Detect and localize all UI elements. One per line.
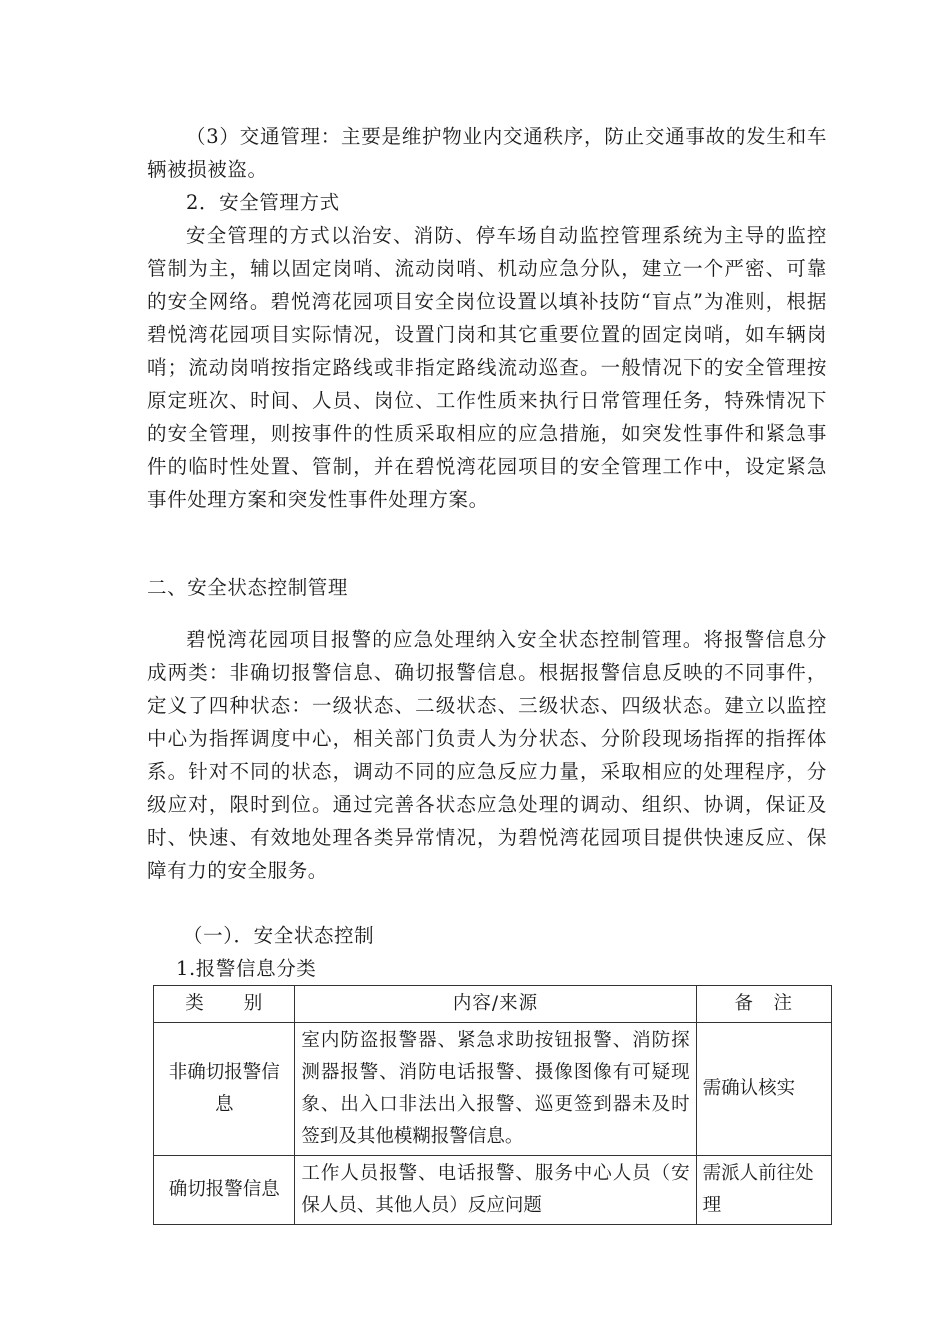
header-note: 备 注 — [696, 986, 831, 1023]
row-content: 工作人员报警、电话报警、服务中心人员（安保人员、其他人员）反应问题 — [295, 1156, 696, 1225]
table-row — [154, 1023, 832, 1156]
row-category: 非确切报警信息 — [154, 1023, 295, 1156]
header-category: 类 别 — [154, 986, 295, 1023]
table-row — [154, 1156, 832, 1225]
row-note: 需派人前往处理 — [696, 1156, 831, 1225]
table-header-row — [154, 986, 832, 1023]
section-paragraph: 碧悦湾花园项目报警的应急处理纳入安全状态控制管理。将报警信息分成两类：非确切报警信息、确切报警信息。根据报警信息反映的不同事件，定义了四种状态：一级状态、二级状态、三级状态、四级状态。建立以监控中心为指挥调度中心，相关部门负责人为分状态、分阶段现场指挥的指挥体系。针对不同的状态，调动不同的应急反应力量，采取相应的处理程序，分级应对，限时到位。通过完善各状态应急处理的调动、组织、协调，保证及时、快速、有效地处理各类异常情况，为碧悦湾花园项目提供快速反应、保障有力的安全服务。 — [147, 628, 827, 882]
section-heading: 二、安全状态控制管理 — [147, 576, 349, 599]
alarm-classification-table — [153, 985, 832, 1225]
subsection-heading: （一）．安全状态控制 — [183, 924, 375, 947]
method-heading: 2．安全管理方式 — [186, 191, 340, 214]
row-content: 室内防盗报警器、紧急求助按钮报警、消防探测器报警、消防电话报警、摄像图像有可疑现象、出入口非法出入报警、巡更签到器未及时签到及其他模糊报警信息。 — [295, 1023, 696, 1156]
list-heading: 1.报警信息分类 — [176, 957, 317, 980]
header-content: 内容/来源 — [295, 986, 696, 1023]
method-paragraph: 安全管理的方式以治安、消防、停车场自动监控管理系统为主导的监控管制为主，辅以固定岗哨、流动岗哨、机动应急分队，建立一个严密、可靠的安全网络。碧悦湾花园项目安全岗位设置以填补技防“盲点”为准则，根据碧悦湾花园项目实际情况，设置门岗和其它重要位置的固定岗哨，如车辆岗哨；流动岗哨按指定路线或非指定路线流动巡查。一般情况下的安全管理按原定班次、时间、人员、岗位、工作性质来执行日常管理任务，特殊情况下的安全管理，则按事件的性质采取相应的应急措施，如突发性事件和紧急事件的临时性处置、管制，并在碧悦湾花园项目的安全管理工作中，设定紧急事件处理方案和突发性事件处理方案。 — [147, 224, 827, 511]
traffic-management-paragraph: （3）交通管理：主要是维护物业内交通秩序，防止交通事故的发生和车辆被损被盗。 — [147, 125, 827, 181]
row-note: 需确认核实 — [696, 1023, 831, 1156]
row-category: 确切报警信息 — [154, 1156, 295, 1225]
